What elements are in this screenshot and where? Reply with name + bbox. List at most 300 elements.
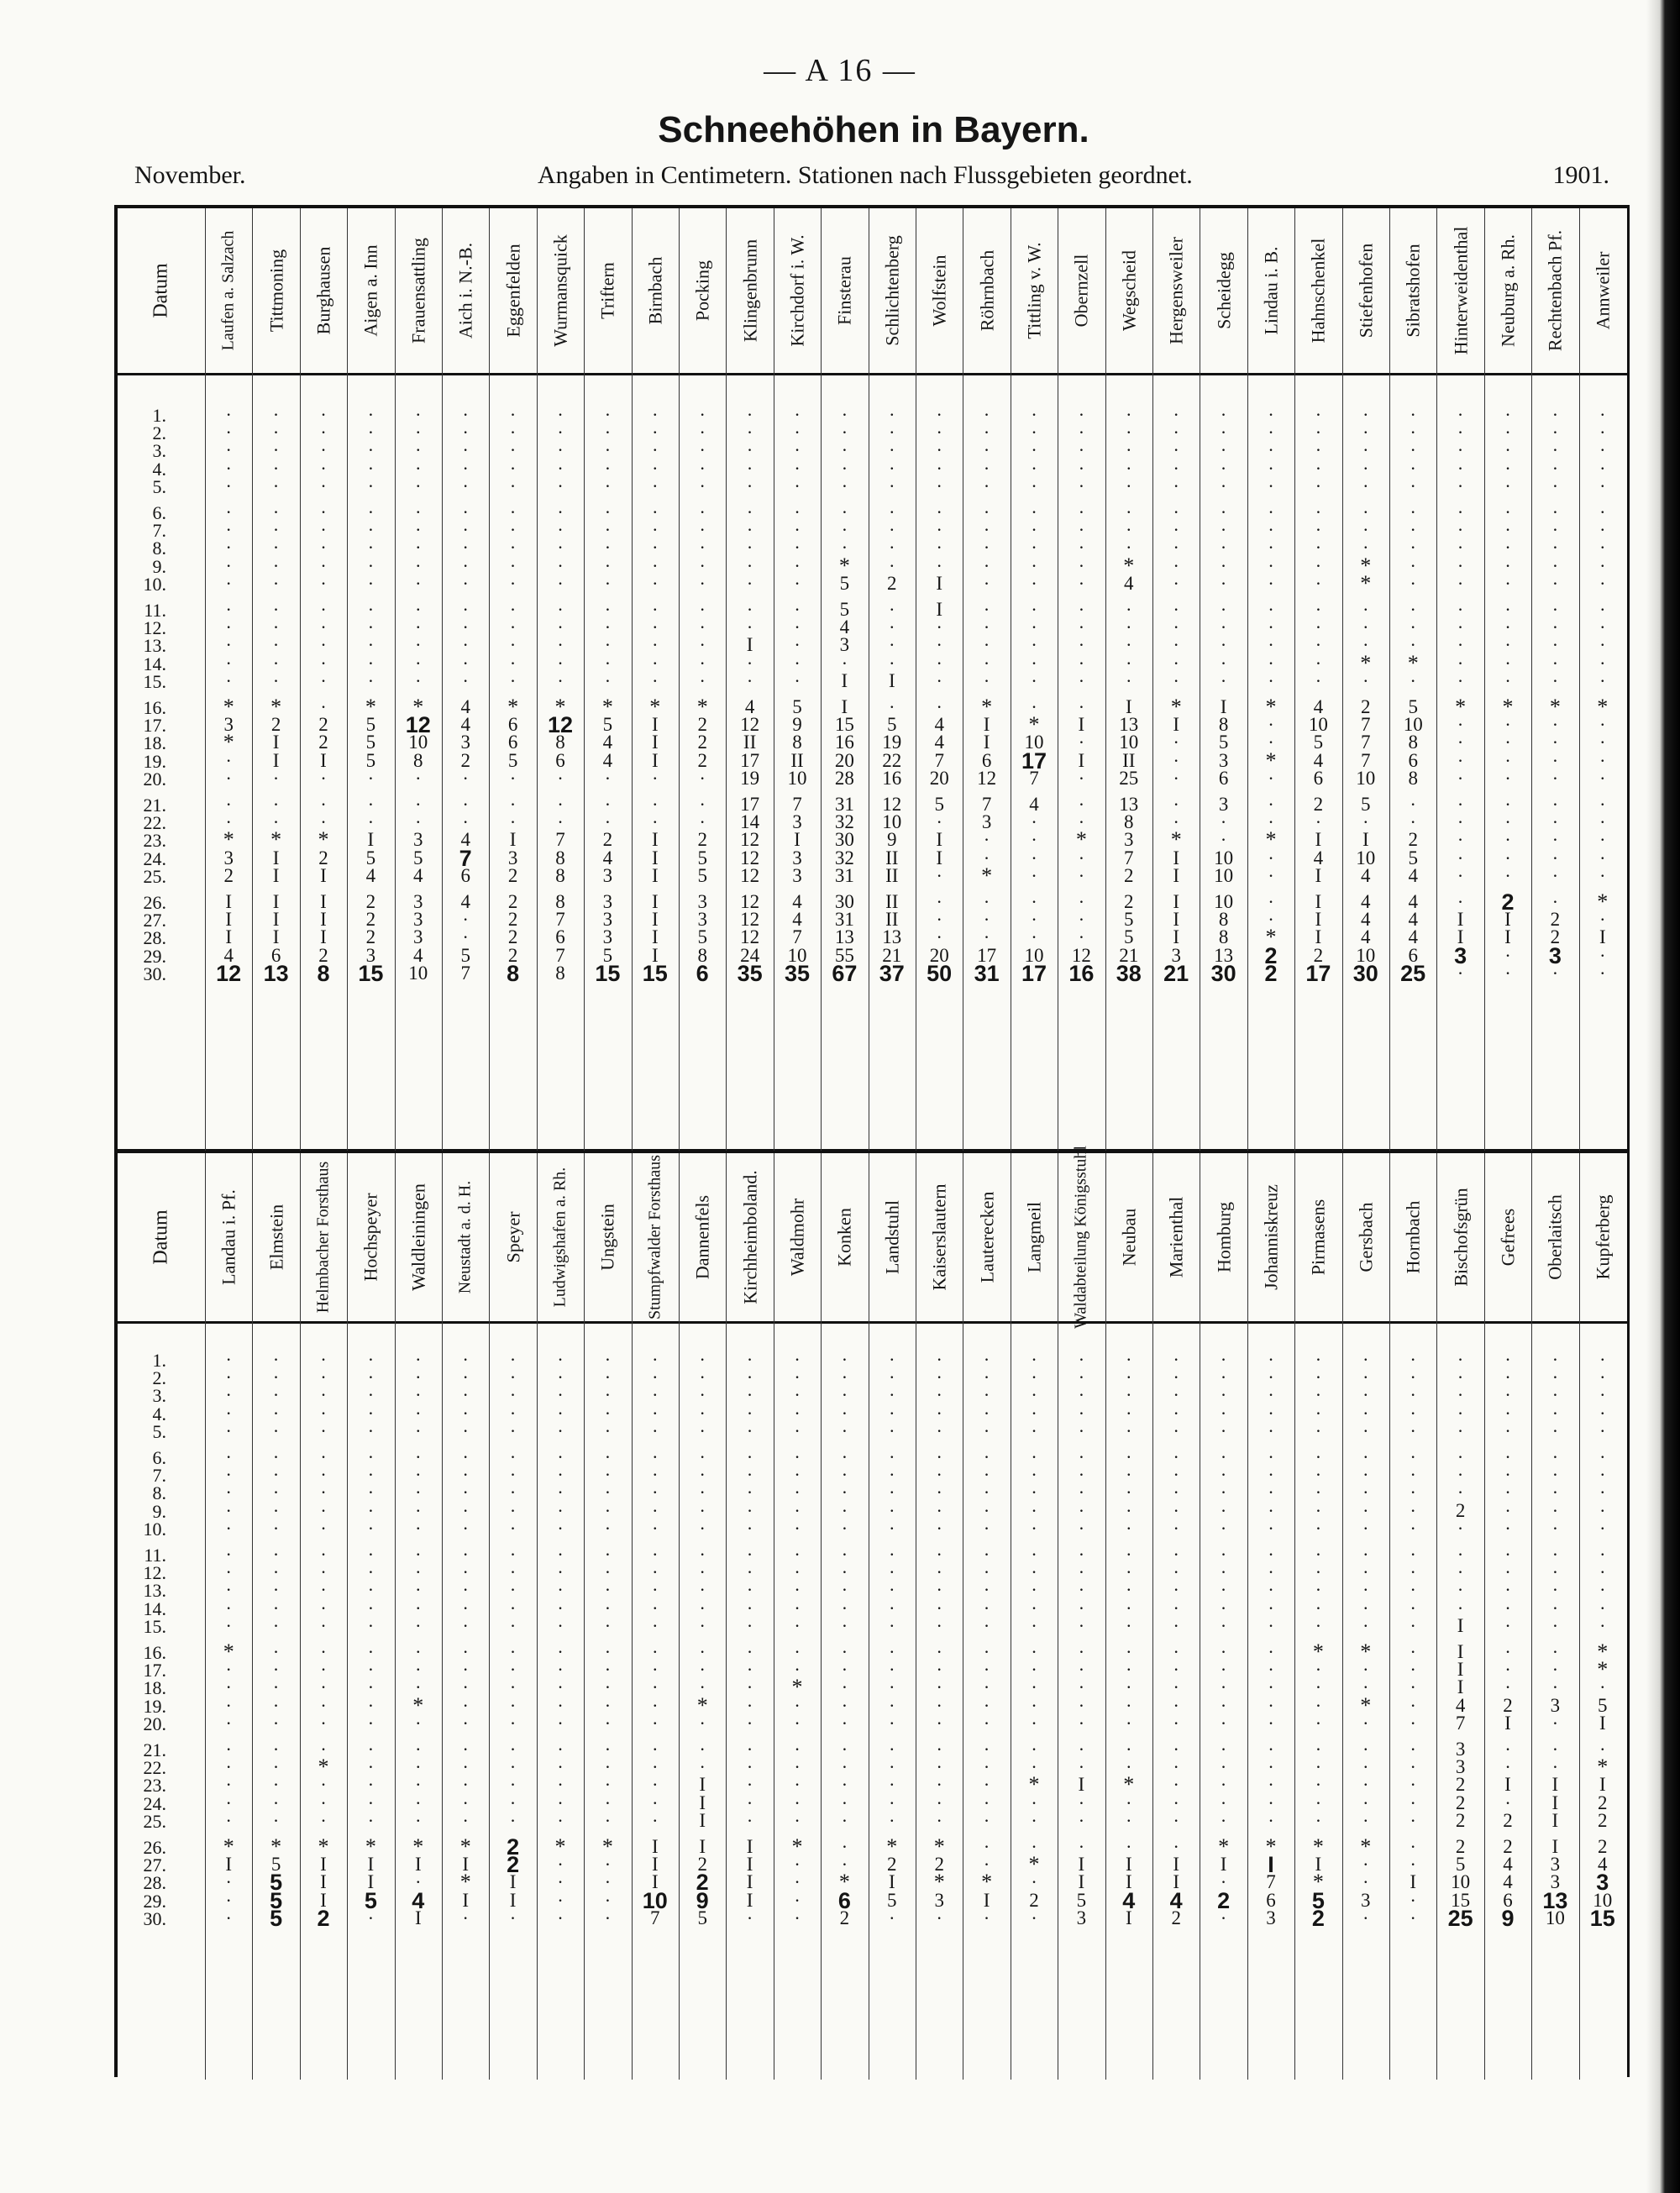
no-snow-dot: ·: [936, 1676, 942, 1698]
snow-depth-value: 6: [1313, 767, 1324, 789]
snowfall-mark: *: [1360, 553, 1372, 578]
snow-depth-value: 67: [832, 960, 858, 986]
no-snow-dot: ·: [1410, 1349, 1416, 1370]
no-snow-dot: ·: [699, 1739, 706, 1760]
units-description: Angaben in Centimetern. Stationen nach Flussgebieten geordnet.: [538, 161, 1193, 189]
no-snow-dot: ·: [272, 1756, 280, 1778]
no-snow-dot: ·: [1078, 1694, 1085, 1716]
no-snow-dot: ·: [1457, 714, 1464, 736]
day-number: 2.: [152, 1367, 166, 1389]
day-number: 16.: [143, 1642, 166, 1663]
snow-depth-value: 2: [1550, 926, 1561, 948]
no-snow-dot: ·: [699, 1597, 706, 1619]
no-snow-dot: ·: [1315, 1659, 1322, 1681]
no-snow-dot: ·: [889, 599, 895, 620]
no-snow-dot: ·: [841, 519, 848, 541]
no-snow-dot: ·: [557, 1464, 564, 1486]
no-snow-dot: ·: [1504, 1349, 1511, 1370]
snow-depth-value: I: [1078, 749, 1085, 771]
no-snow-dot: ·: [983, 616, 990, 638]
snow-depth-value: 10: [1214, 864, 1234, 886]
snowfall-mark: *: [1360, 1640, 1372, 1664]
no-snow-dot: ·: [1268, 519, 1274, 541]
no-snow-dot: ·: [699, 1712, 706, 1734]
no-snow-dot: ·: [415, 475, 422, 496]
snow-depth-value: I: [1173, 926, 1180, 948]
no-snow-dot: ·: [1315, 537, 1322, 559]
no-snow-dot: ·: [604, 554, 612, 576]
no-snow-dot: ·: [1268, 634, 1274, 656]
no-snow-dot: ·: [509, 1402, 517, 1424]
no-snow-dot: ·: [1410, 1739, 1416, 1760]
no-snow-dot: ·: [794, 1367, 801, 1388]
snow-depth-value: I: [320, 909, 327, 931]
snow-depth-value: I: [320, 891, 327, 912]
no-snow-dot: ·: [1362, 1871, 1369, 1893]
no-snow-dot: ·: [1457, 669, 1464, 691]
no-snow-dot: ·: [225, 422, 232, 443]
no-snow-dot: ·: [225, 519, 232, 541]
no-snow-dot: ·: [746, 1907, 753, 1928]
day-number: 7.: [152, 520, 166, 542]
no-snow-dot: ·: [1078, 537, 1085, 559]
snow-depth-value: I: [651, 714, 659, 736]
snow-depth-value: 12: [547, 712, 574, 738]
no-snow-dot: ·: [1362, 519, 1369, 541]
no-snow-dot: ·: [746, 1756, 753, 1778]
no-snow-dot: ·: [1599, 652, 1606, 674]
no-snow-dot: ·: [841, 475, 848, 496]
no-snow-dot: ·: [1220, 572, 1227, 594]
no-snow-dot: ·: [557, 457, 564, 479]
snow-depth-value: 2: [697, 732, 707, 753]
no-snow-dot: ·: [320, 767, 327, 789]
no-snow-dot: ·: [889, 1792, 895, 1813]
no-snow-dot: ·: [983, 457, 990, 479]
no-snow-dot: ·: [841, 1809, 848, 1831]
snow-depth-value: 2: [1124, 891, 1134, 912]
no-snow-dot: ·: [1031, 1739, 1037, 1760]
no-snow-dot: ·: [1315, 616, 1322, 638]
snow-depth-value: 4: [1313, 696, 1324, 717]
no-snow-dot: ·: [367, 1774, 375, 1796]
no-snow-dot: ·: [1551, 891, 1559, 912]
no-snow-dot: ·: [367, 1349, 375, 1370]
no-snow-dot: ·: [462, 1907, 469, 1928]
no-snow-dot: ·: [794, 1384, 801, 1406]
no-snow-dot: ·: [746, 439, 753, 461]
no-snow-dot: ·: [1078, 616, 1085, 638]
no-snow-dot: ·: [841, 501, 848, 522]
no-snow-dot: ·: [1031, 1614, 1037, 1636]
snow-depth-value: 30: [834, 891, 854, 912]
no-snow-dot: ·: [225, 501, 232, 522]
no-snow-dot: ·: [1173, 1367, 1179, 1388]
no-snow-dot: ·: [509, 616, 517, 638]
no-snow-dot: ·: [367, 422, 375, 443]
no-snow-dot: ·: [1362, 1659, 1369, 1681]
station-name: Pocking: [691, 260, 713, 322]
no-snow-dot: ·: [509, 811, 517, 833]
snowfall-mark: *: [1549, 695, 1561, 719]
no-snow-dot: ·: [509, 1384, 517, 1406]
no-snow-dot: ·: [1126, 1464, 1132, 1486]
snowfall-mark: *: [270, 827, 282, 853]
no-snow-dot: ·: [936, 1792, 942, 1813]
no-snow-dot: ·: [1126, 1614, 1132, 1636]
snow-depth-value: I: [272, 847, 280, 868]
snowfall-mark: *: [1028, 712, 1040, 737]
day-number: 18.: [143, 732, 166, 754]
no-snow-dot: ·: [1457, 439, 1464, 461]
no-snow-dot: ·: [415, 1774, 422, 1796]
no-snow-dot: ·: [1362, 1419, 1369, 1441]
snow-depth-value: 2: [696, 1870, 709, 1896]
no-snow-dot: ·: [1410, 599, 1416, 620]
no-snow-dot: ·: [1220, 669, 1227, 691]
snow-depth-value: I: [272, 926, 280, 948]
no-snow-dot: ·: [1173, 1659, 1179, 1681]
no-snow-dot: ·: [1173, 1774, 1179, 1796]
no-snow-dot: ·: [604, 519, 612, 541]
no-snow-dot: ·: [983, 422, 990, 443]
no-snow-dot: ·: [746, 501, 753, 522]
no-snow-dot: ·: [841, 1544, 848, 1565]
snow-depth-value: 10: [408, 732, 428, 753]
no-snow-dot: ·: [1031, 811, 1037, 833]
station-name: Waldleiningen: [407, 1183, 429, 1291]
no-snow-dot: ·: [699, 404, 706, 425]
no-snow-dot: ·: [1078, 794, 1085, 815]
no-snow-dot: ·: [225, 1659, 232, 1681]
no-snow-dot: ·: [936, 554, 942, 576]
snow-depth-value: 12: [740, 714, 760, 736]
no-snow-dot: ·: [1126, 1641, 1132, 1662]
snow-depth-value: 12: [1071, 944, 1091, 966]
no-snow-dot: ·: [1126, 1712, 1132, 1734]
no-snow-dot: ·: [557, 501, 564, 522]
snow-depth-value: 4: [1455, 1694, 1466, 1716]
no-snow-dot: ·: [1457, 475, 1464, 496]
no-snow-dot: ·: [1599, 1384, 1606, 1406]
snow-depth-value: 4: [1361, 909, 1371, 931]
no-snow-dot: ·: [1078, 811, 1085, 833]
no-snow-dot: ·: [1268, 1792, 1274, 1813]
no-snow-dot: ·: [509, 554, 517, 576]
no-snow-dot: ·: [604, 1367, 612, 1388]
no-snow-dot: ·: [699, 1614, 706, 1636]
no-snow-dot: ·: [889, 501, 895, 522]
station-name: Hinterweidenthal: [1450, 226, 1472, 355]
no-snow-dot: ·: [1126, 439, 1132, 461]
snow-depth-value: 15: [1589, 1905, 1615, 1931]
snow-depth-value: 4: [602, 732, 613, 753]
no-snow-dot: ·: [983, 572, 990, 594]
no-snow-dot: ·: [794, 1756, 801, 1778]
no-snow-dot: ·: [415, 457, 422, 479]
no-snow-dot: ·: [1031, 1792, 1037, 1813]
day-number: 17.: [143, 1660, 166, 1681]
no-snow-dot: ·: [746, 599, 753, 620]
no-snow-dot: ·: [225, 794, 232, 815]
no-snow-dot: ·: [462, 1641, 469, 1662]
no-snow-dot: ·: [1457, 1349, 1464, 1370]
no-snow-dot: ·: [746, 1402, 753, 1424]
snow-depth-value: II: [790, 749, 804, 771]
no-snow-dot: ·: [1220, 634, 1227, 656]
snow-depth-value: 5: [1408, 847, 1418, 868]
no-snow-dot: ·: [1031, 501, 1037, 522]
no-snow-dot: ·: [1268, 1349, 1274, 1370]
no-snow-dot: ·: [1410, 1544, 1416, 1565]
no-snow-dot: ·: [557, 1907, 564, 1928]
no-snow-dot: ·: [794, 1739, 801, 1760]
no-snow-dot: ·: [652, 572, 659, 594]
no-snow-dot: ·: [1078, 1597, 1085, 1619]
no-snow-dot: ·: [1078, 1579, 1085, 1601]
no-snow-dot: ·: [1362, 1597, 1369, 1619]
no-snow-dot: ·: [1268, 732, 1274, 753]
no-snow-dot: ·: [415, 1614, 422, 1636]
no-snow-dot: ·: [557, 599, 564, 620]
no-snow-dot: ·: [1173, 1446, 1179, 1467]
no-snow-dot: ·: [225, 1579, 232, 1601]
snow-depth-value: 5: [697, 864, 707, 886]
snow-depth-value: I: [272, 749, 280, 771]
no-snow-dot: ·: [841, 1419, 848, 1441]
no-snow-dot: ·: [936, 1774, 942, 1796]
snow-depth-value: 8: [555, 864, 565, 886]
no-snow-dot: ·: [557, 1384, 564, 1406]
no-snow-dot: ·: [889, 1544, 895, 1565]
snow-depth-value: 8: [1124, 811, 1134, 833]
day-number: 6.: [152, 1447, 166, 1468]
no-snow-dot: ·: [1362, 475, 1369, 496]
snowfall-mark: *: [412, 695, 424, 719]
month-label: November.: [134, 161, 246, 189]
no-snow-dot: ·: [367, 767, 375, 789]
snow-depth-value: 20: [929, 767, 949, 789]
no-snow-dot: ·: [509, 439, 517, 461]
no-snow-dot: ·: [415, 1756, 422, 1778]
no-snow-dot: ·: [1457, 652, 1464, 674]
no-snow-dot: ·: [794, 1694, 801, 1716]
no-snow-dot: ·: [794, 669, 801, 691]
no-snow-dot: ·: [652, 1792, 659, 1813]
snowfall-mark: *: [459, 1834, 471, 1859]
no-snow-dot: ·: [1031, 422, 1037, 443]
no-snow-dot: ·: [1551, 1641, 1559, 1662]
no-snow-dot: ·: [652, 1464, 659, 1486]
no-snow-dot: ·: [1457, 519, 1464, 541]
no-snow-dot: ·: [1410, 1482, 1416, 1503]
no-snow-dot: ·: [272, 1792, 280, 1813]
snow-depth-value: I: [1078, 714, 1085, 736]
no-snow-dot: ·: [272, 1419, 280, 1441]
no-snow-dot: ·: [1031, 1402, 1037, 1424]
no-snow-dot: ·: [1599, 669, 1606, 691]
no-snow-dot: ·: [225, 1517, 232, 1539]
snowfall-mark: *: [507, 695, 519, 719]
no-snow-dot: ·: [1599, 1419, 1606, 1441]
station-name: Klingenbrunn: [739, 239, 761, 343]
day-number: 30.: [143, 963, 166, 984]
no-snow-dot: ·: [367, 475, 375, 496]
no-snow-dot: ·: [1599, 714, 1606, 736]
snow-depth-value: I: [746, 1854, 753, 1876]
no-snow-dot: ·: [320, 634, 327, 656]
no-snow-dot: ·: [1268, 714, 1274, 736]
no-snow-dot: ·: [1031, 554, 1037, 576]
no-snow-dot: ·: [509, 767, 517, 789]
no-snow-dot: ·: [746, 1499, 753, 1521]
snow-depth-value: I: [509, 1889, 517, 1911]
day-number: 29.: [143, 945, 166, 967]
no-snow-dot: ·: [604, 616, 612, 638]
no-snow-dot: ·: [1126, 1676, 1132, 1698]
snow-depth-value: I: [936, 847, 943, 868]
no-snow-dot: ·: [1173, 749, 1179, 771]
snow-depth-value: I: [320, 864, 327, 886]
no-snow-dot: ·: [462, 554, 469, 576]
no-snow-dot: ·: [1551, 422, 1559, 443]
snow-depth-value: I: [1315, 864, 1322, 886]
no-snow-dot: ·: [1126, 1597, 1132, 1619]
no-snow-dot: ·: [367, 1712, 375, 1734]
no-snow-dot: ·: [652, 1367, 659, 1388]
no-snow-dot: ·: [415, 1349, 422, 1370]
snow-depth-value: 10: [408, 962, 428, 984]
no-snow-dot: ·: [509, 519, 517, 541]
no-snow-dot: ·: [415, 1446, 422, 1467]
no-snow-dot: ·: [794, 1349, 801, 1370]
no-snow-dot: ·: [889, 1809, 895, 1831]
no-snow-dot: ·: [1599, 1614, 1606, 1636]
no-snow-dot: ·: [557, 475, 564, 496]
no-snow-dot: ·: [604, 1579, 612, 1601]
no-snow-dot: ·: [225, 1694, 232, 1716]
no-snow-dot: ·: [1268, 475, 1274, 496]
snow-depth-value: I: [651, 749, 659, 771]
snow-depth-value: 32: [834, 811, 854, 833]
no-snow-dot: ·: [1362, 616, 1369, 638]
no-snow-dot: ·: [1268, 1464, 1274, 1486]
no-snow-dot: ·: [1362, 1446, 1369, 1467]
no-snow-dot: ·: [652, 439, 659, 461]
no-snow-dot: ·: [272, 519, 280, 541]
no-snow-dot: ·: [604, 457, 612, 479]
no-snow-dot: ·: [746, 404, 753, 425]
no-snow-dot: ·: [604, 1544, 612, 1565]
no-snow-dot: ·: [225, 1597, 232, 1619]
snow-depth-value: 2: [1455, 1792, 1466, 1813]
snow-depth-value: 10: [787, 767, 807, 789]
snowfall-mark: *: [318, 827, 329, 853]
no-snow-dot: ·: [272, 1464, 280, 1486]
no-snow-dot: ·: [1362, 404, 1369, 425]
snow-depth-value: 4: [1361, 864, 1371, 886]
day-number: 24.: [143, 1792, 166, 1814]
no-snow-dot: ·: [1410, 1446, 1416, 1467]
no-snow-dot: ·: [1031, 1907, 1037, 1928]
no-snow-dot: ·: [652, 457, 659, 479]
no-snow-dot: ·: [604, 794, 612, 815]
no-snow-dot: ·: [225, 475, 232, 496]
no-snow-dot: ·: [889, 457, 895, 479]
day-number: 1.: [152, 405, 166, 426]
no-snow-dot: ·: [1599, 1349, 1606, 1370]
no-snow-dot: ·: [1504, 616, 1511, 638]
snow-depth-value: 2: [1124, 864, 1134, 886]
no-snow-dot: ·: [1078, 1809, 1085, 1831]
no-snow-dot: ·: [415, 767, 422, 789]
no-snow-dot: ·: [1362, 537, 1369, 559]
snow-depth-value: 10: [1119, 732, 1139, 753]
no-snow-dot: ·: [1457, 1517, 1464, 1539]
no-snow-dot: ·: [1126, 1561, 1132, 1583]
no-snow-dot: ·: [699, 554, 706, 576]
no-snow-dot: ·: [509, 457, 517, 479]
no-snow-dot: ·: [1268, 1694, 1274, 1716]
snow-depth-value: 3: [602, 926, 613, 948]
no-snow-dot: ·: [1268, 794, 1274, 815]
no-snow-dot: ·: [1551, 1482, 1559, 1503]
no-snow-dot: ·: [983, 1349, 990, 1370]
no-snow-dot: ·: [699, 1499, 706, 1521]
no-snow-dot: ·: [557, 811, 564, 833]
no-snow-dot: ·: [1457, 501, 1464, 522]
no-snow-dot: ·: [1504, 1499, 1511, 1521]
no-snow-dot: ·: [415, 599, 422, 620]
snow-depth-value: I: [983, 1889, 990, 1911]
no-snow-dot: ·: [1268, 864, 1274, 886]
no-snow-dot: ·: [604, 634, 612, 656]
no-snow-dot: ·: [604, 811, 612, 833]
no-snow-dot: ·: [699, 616, 706, 638]
no-snow-dot: ·: [367, 1384, 375, 1406]
snow-depth-value: I: [1173, 847, 1180, 868]
no-snow-dot: ·: [1220, 1482, 1227, 1503]
snow-depth-value: 6: [981, 749, 992, 771]
station-name: Kaiserslautern: [928, 1183, 950, 1291]
no-snow-dot: ·: [415, 1809, 422, 1831]
no-snow-dot: ·: [225, 1384, 232, 1406]
no-snow-dot: ·: [1410, 1712, 1416, 1734]
no-snow-dot: ·: [983, 1854, 990, 1876]
snow-depth-value: I: [225, 1854, 233, 1876]
no-snow-dot: ·: [462, 1659, 469, 1681]
snowfall-mark: *: [1265, 1834, 1277, 1859]
snow-depth-value: 13: [882, 926, 902, 948]
no-snow-dot: ·: [509, 537, 517, 559]
no-snow-dot: ·: [320, 1712, 327, 1734]
snow-depth-value: 3: [1455, 1739, 1466, 1760]
no-snow-dot: ·: [746, 1614, 753, 1636]
no-snow-dot: ·: [604, 1349, 612, 1370]
no-snow-dot: ·: [1599, 1739, 1606, 1760]
snow-depth-value: 2: [1503, 1694, 1513, 1716]
no-snow-dot: ·: [889, 519, 895, 541]
no-snow-dot: ·: [225, 404, 232, 425]
snow-depth-value: I: [272, 732, 280, 753]
snow-depth-value: 3: [792, 847, 802, 868]
no-snow-dot: ·: [983, 519, 990, 541]
no-snow-dot: ·: [841, 1579, 848, 1601]
snow-depth-value: 3: [1361, 1889, 1371, 1911]
no-snow-dot: ·: [1504, 457, 1511, 479]
no-snow-dot: ·: [1173, 1739, 1179, 1760]
snow-depth-value: 2: [318, 732, 328, 753]
